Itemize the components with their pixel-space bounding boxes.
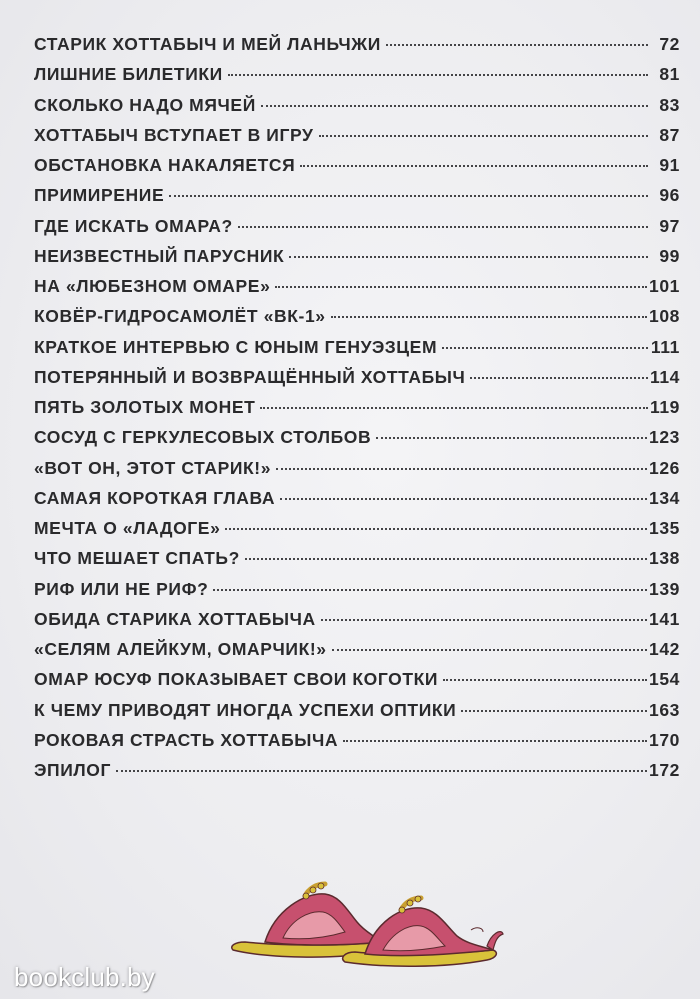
toc-entry xyxy=(34,64,680,94)
dot-leader xyxy=(470,375,648,379)
toc-entry xyxy=(34,246,680,276)
dot-leader xyxy=(443,677,647,681)
toc-entry xyxy=(34,700,680,730)
toc-entry-page-number: 134 xyxy=(649,487,680,508)
toc-entry-title: ПЯТЬ ЗОЛОТЫХ МОНЕТ xyxy=(34,397,256,417)
toc-entry-title: ОБСТАНОВКА НАКАЛЯЕТСЯ xyxy=(34,155,296,175)
dot-leader xyxy=(300,163,648,167)
toc-entry xyxy=(34,306,680,336)
toc-entry-page-number: 170 xyxy=(649,729,680,750)
dot-leader xyxy=(228,72,648,76)
dot-leader xyxy=(343,738,647,742)
toc-entry-title: РИФ ИЛИ НЕ РИФ? xyxy=(34,578,209,599)
dot-leader xyxy=(319,133,648,137)
dot-leader xyxy=(275,284,647,288)
toc-entry xyxy=(34,367,680,397)
toc-entry xyxy=(34,155,680,185)
toc-entry-title: СТАРИК ХОТТАБЫЧ И МЕЙ ЛАНЬЧЖИ xyxy=(34,34,381,54)
toc-entry xyxy=(34,488,680,518)
toc-entry-page-number: 108 xyxy=(649,306,680,327)
toc-entry-page-number: 101 xyxy=(649,276,680,296)
toc-entry xyxy=(34,397,680,427)
table-of-contents xyxy=(34,34,680,790)
oriental-slippers-icon xyxy=(225,880,505,970)
toc-entry-page-number: 83 xyxy=(659,94,680,115)
toc-entry-title: КОВЁР-ГИДРОСАМОЛЁТ «ВК-1» xyxy=(34,306,326,327)
dot-leader xyxy=(321,617,647,621)
toc-entry-page-number: 81 xyxy=(659,64,680,85)
toc-entry-page-number: 119 xyxy=(649,397,680,417)
toc-entry xyxy=(34,276,680,306)
toc-entry-page-number: 114 xyxy=(649,366,680,387)
toc-entry xyxy=(34,95,680,125)
toc-entry xyxy=(34,427,680,457)
dot-leader xyxy=(238,224,648,228)
toc-entry xyxy=(34,579,680,609)
toc-entry-title: СОСУД С ГЕРКУЛЕСОВЫХ СТОЛБОВ xyxy=(34,427,372,448)
dot-leader xyxy=(245,556,647,560)
dot-leader xyxy=(442,345,648,349)
toc-entry xyxy=(34,337,680,367)
dot-leader xyxy=(225,526,647,530)
dot-leader xyxy=(386,42,648,46)
dot-leader xyxy=(331,314,647,318)
toc-entry xyxy=(34,216,680,246)
toc-entry-title: НА «ЛЮБЕЗНОМ ОМАРЕ» xyxy=(34,276,271,296)
dot-leader xyxy=(213,587,647,591)
toc-entry-page-number: 135 xyxy=(649,518,680,538)
toc-entry-title: НЕИЗВЕСТНЫЙ ПАРУСНИК xyxy=(34,245,285,266)
toc-entry-title: ОБИДА СТАРИКА ХОТТАБЫЧА xyxy=(34,608,316,629)
toc-entry xyxy=(34,609,680,639)
toc-entry-title: ПОТЕРЯННЫЙ И ВОЗВРАЩЁННЫЙ ХОТТАБЫЧ xyxy=(34,366,466,387)
toc-entry xyxy=(34,639,680,669)
toc-entry-title: ХОТТАБЫЧ ВСТУПАЕТ В ИГРУ xyxy=(34,124,314,145)
toc-entry xyxy=(34,125,680,155)
dot-leader xyxy=(169,193,648,197)
toc-entry-page-number: 87 xyxy=(659,124,680,145)
toc-entry xyxy=(34,34,680,64)
toc-entry-page-number: 96 xyxy=(659,185,680,206)
toc-entry xyxy=(34,548,680,578)
toc-entry-page-number: 163 xyxy=(649,699,680,720)
toc-entry-title: ОМАР ЮСУФ ПОКАЗЫВАЕТ СВОИ КОГОТКИ xyxy=(34,669,439,690)
watermark: bookclub.by xyxy=(14,962,155,992)
toc-entry-page-number: 97 xyxy=(659,215,680,236)
toc-entry-title: «СЕЛЯМ АЛЕЙКУМ, ОМАРЧИК!» xyxy=(34,639,327,659)
toc-entry xyxy=(34,760,680,790)
toc-entry-page-number: 126 xyxy=(649,457,680,478)
toc-entry-title: ПРИМИРЕНИЕ xyxy=(34,185,165,206)
toc-entry-title: КРАТКОЕ ИНТЕРВЬЮ С ЮНЫМ ГЕНУЭЗЦЕМ xyxy=(34,336,438,357)
toc-entry-page-number: 139 xyxy=(649,578,680,599)
dot-leader xyxy=(276,466,647,470)
toc-entry-page-number: 99 xyxy=(659,245,680,266)
dot-leader xyxy=(116,768,647,772)
dot-leader xyxy=(461,708,647,712)
dot-leader xyxy=(261,103,648,107)
toc-entry-page-number: 172 xyxy=(649,760,680,780)
toc-entry-title: К ЧЕМУ ПРИВОДЯТ ИНОГДА УСПЕХИ ОПТИКИ xyxy=(34,699,457,720)
dot-leader xyxy=(260,405,648,409)
dot-leader xyxy=(280,496,647,500)
toc-entry xyxy=(34,185,680,215)
toc-entry-title: СКОЛЬКО НАДО МЯЧЕЙ xyxy=(34,94,256,115)
toc-entry-title: ГДЕ ИСКАТЬ ОМАРА? xyxy=(34,215,233,236)
toc-entry-title: ЛИШНИЕ БИЛЕТИКИ xyxy=(34,64,223,85)
toc-entry-page-number: 138 xyxy=(649,548,680,569)
toc-entry xyxy=(34,458,680,488)
toc-entry-page-number: 111 xyxy=(650,336,680,357)
toc-entry-title: ЭПИЛОГ xyxy=(34,760,112,780)
toc-entry-page-number: 142 xyxy=(649,639,680,659)
toc-entry xyxy=(34,518,680,548)
toc-entry-page-number: 123 xyxy=(649,427,680,448)
toc-entry-title: РОКОВАЯ СТРАСТЬ ХОТТАБЫЧА xyxy=(34,729,339,750)
dot-leader xyxy=(289,254,648,258)
dot-leader xyxy=(332,647,647,651)
toc-entry-page-number: 72 xyxy=(659,34,680,54)
toc-entry-title: САМАЯ КОРОТКАЯ ГЛАВА xyxy=(34,487,276,508)
toc-entry xyxy=(34,669,680,699)
toc-entry-title: МЕЧТА О «ЛАДОГЕ» xyxy=(34,518,221,538)
toc-entry-title: ЧТО МЕШАЕТ СПАТЬ? xyxy=(34,548,240,569)
toc-entry-page-number: 91 xyxy=(659,155,680,175)
dot-leader xyxy=(376,435,647,439)
toc-entry-page-number: 141 xyxy=(649,608,680,629)
toc-entry xyxy=(34,730,680,760)
toc-entry-title: «ВОТ ОН, ЭТОТ СТАРИК!» xyxy=(34,457,272,478)
toc-entry-page-number: 154 xyxy=(649,669,680,690)
